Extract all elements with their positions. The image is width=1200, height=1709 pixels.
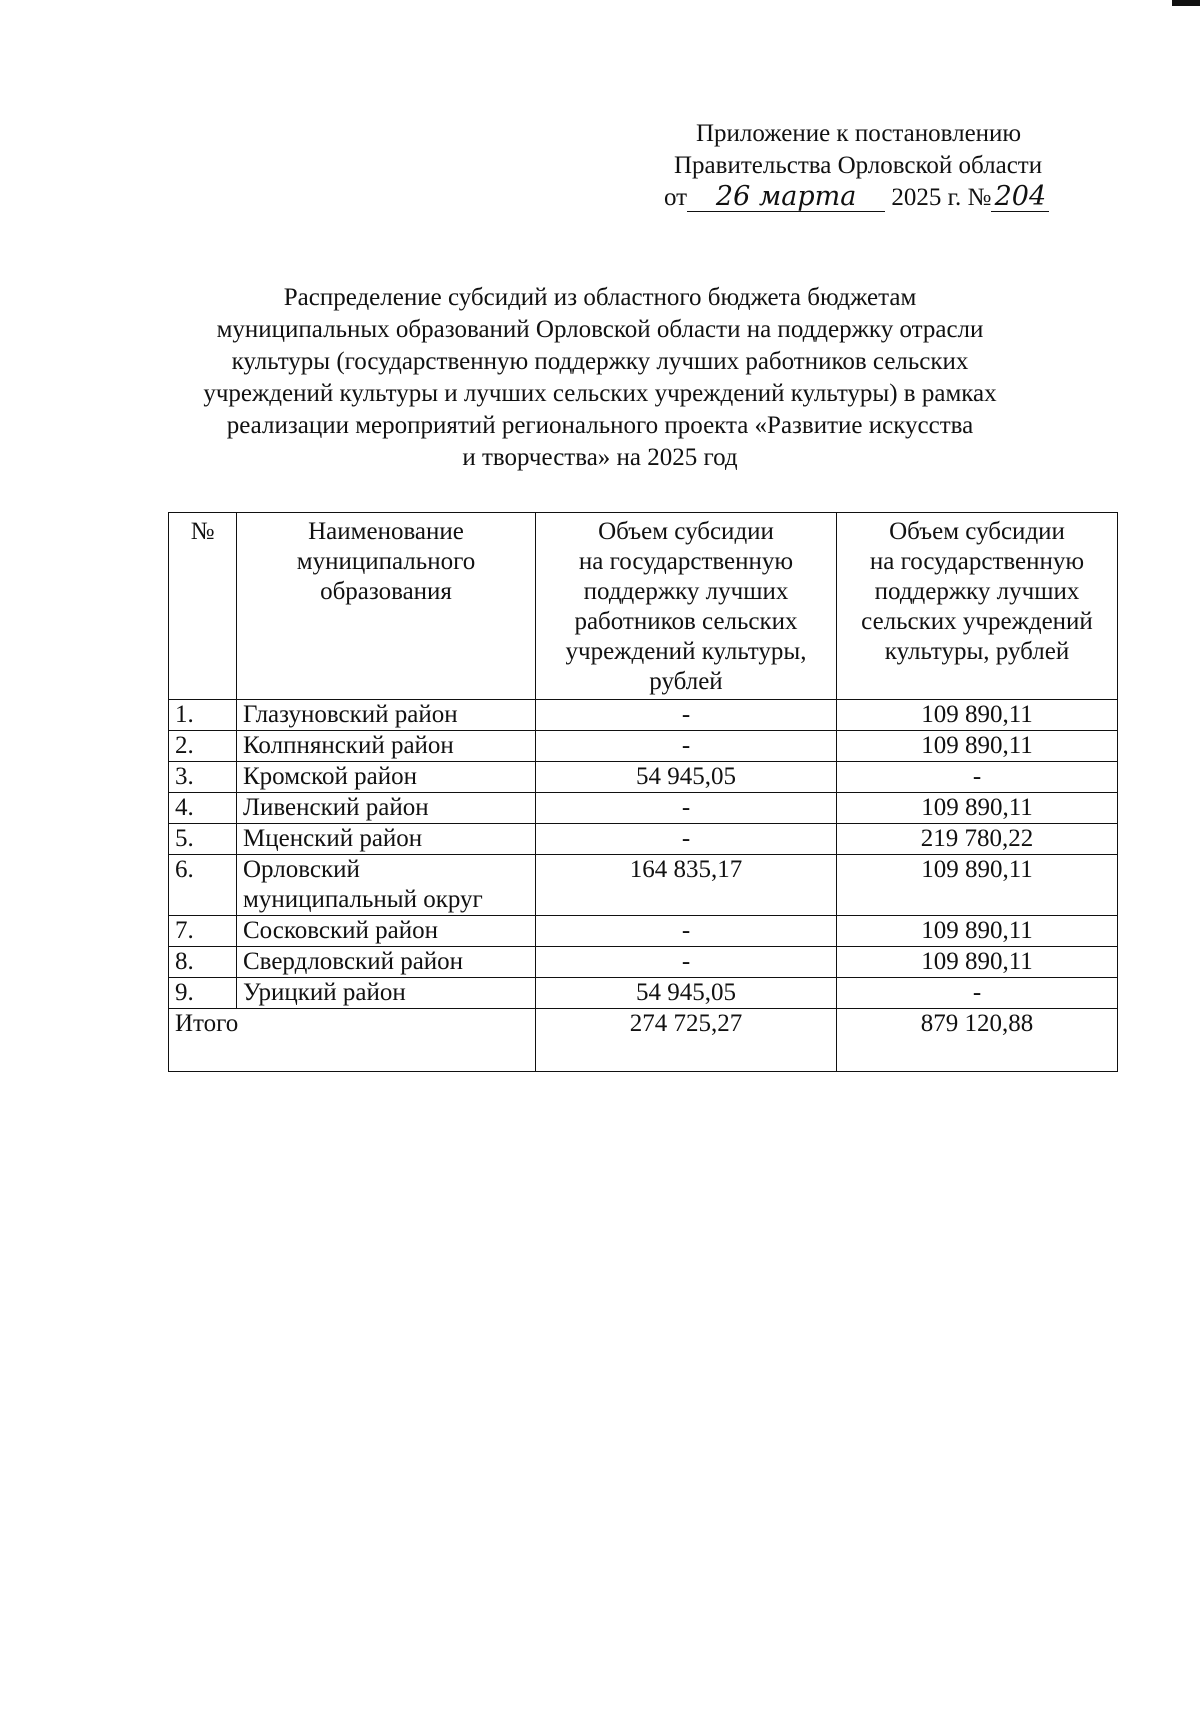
- total-workers-value: 274 725,27: [629, 1010, 743, 1037]
- total-label: Итого: [169, 1009, 536, 1072]
- row-workers: [536, 731, 837, 762]
- row-name: Урицкий район: [237, 978, 536, 1009]
- row-workers: [536, 947, 837, 978]
- approval-block: [640, 118, 1100, 214]
- title-line: культуры (государственную поддержку лучших работников сельских: [231, 348, 969, 375]
- row-num: 4.: [169, 793, 237, 824]
- row-num: 2.: [169, 731, 237, 762]
- approval-prefix: от: [664, 184, 688, 211]
- row-institutions: [837, 978, 1118, 1009]
- table-row: [169, 793, 1118, 824]
- table-total-row: [169, 1009, 1118, 1072]
- header-workers-line: на государственную: [578, 548, 794, 575]
- row-institutions-value: 109 890,11: [921, 917, 1033, 944]
- row-workers-value: -: [681, 794, 691, 821]
- row-institutions-value: 109 890,11: [921, 856, 1033, 883]
- header-institutions-line: культуры, рублей: [884, 638, 1070, 665]
- row-institutions: [837, 731, 1118, 762]
- row-institutions-value: 109 890,11: [921, 701, 1033, 728]
- row-workers: [536, 793, 837, 824]
- subsidy-table: [168, 512, 1118, 1072]
- header-institutions: [837, 513, 1118, 700]
- row-num: 1.: [169, 700, 237, 731]
- header-name-line: муниципального: [296, 548, 476, 575]
- header-num: №: [169, 513, 237, 700]
- row-institutions-value: -: [972, 979, 982, 1006]
- title-line: Распределение субсидий из областного бюджета бюджетам: [283, 284, 917, 311]
- table-row: [169, 731, 1118, 762]
- row-workers: [536, 978, 837, 1009]
- row-institutions: [837, 824, 1118, 855]
- row-institutions: [837, 855, 1118, 916]
- row-workers-value: -: [681, 917, 691, 944]
- table-row: [169, 916, 1118, 947]
- table-row: [169, 824, 1118, 855]
- header-name-line: Наименование: [308, 518, 464, 545]
- row-workers-value: -: [681, 825, 691, 852]
- table-header-row: [169, 513, 1118, 700]
- row-workers-value: 54 945,05: [636, 763, 736, 790]
- row-name: Мценский район: [237, 824, 536, 855]
- header-institutions-line: поддержку лучших: [874, 578, 1080, 605]
- row-num: 6.: [169, 855, 237, 916]
- row-workers-value: -: [681, 732, 691, 759]
- row-name: Кромской район: [237, 762, 536, 793]
- row-name: Глазуновский район: [237, 700, 536, 731]
- row-institutions: [837, 762, 1118, 793]
- title-line: реализации мероприятий регионального проекта «Развитие искусства: [226, 412, 974, 439]
- row-institutions-value: -: [972, 763, 982, 790]
- approval-date-line: [640, 182, 1100, 214]
- row-name: Ливенский район: [237, 793, 536, 824]
- row-workers: [536, 855, 837, 916]
- header-institutions-line: Объем субсидии: [889, 518, 1065, 545]
- handwritten-number: 204: [991, 183, 1049, 212]
- row-workers: [536, 700, 837, 731]
- table-row: [169, 762, 1118, 793]
- row-institutions: [837, 700, 1118, 731]
- row-workers: [536, 824, 837, 855]
- row-workers: [536, 916, 837, 947]
- header-institutions-line: на государственную: [869, 548, 1085, 575]
- row-workers-value: -: [681, 948, 691, 975]
- row-institutions-value: 109 890,11: [921, 794, 1033, 821]
- header-workers-line: поддержку лучших: [583, 578, 789, 605]
- row-num: 7.: [169, 916, 237, 947]
- approval-line-2: Правительства Орловской области: [674, 152, 1043, 179]
- row-institutions-value: 109 890,11: [921, 732, 1033, 759]
- approval-year: 2025 г. №: [891, 184, 992, 211]
- title-line: муниципальных образований Орловской области на поддержку отрасли: [216, 316, 984, 343]
- total-institutions: [837, 1009, 1118, 1072]
- row-name: Сосковский район: [237, 916, 536, 947]
- row-institutions: [837, 793, 1118, 824]
- table-row: [169, 978, 1118, 1009]
- row-workers-value: -: [681, 701, 691, 728]
- row-workers: [536, 762, 837, 793]
- title-line: и творчества» на 2025 год: [462, 444, 738, 471]
- title-line: учреждений культуры и лучших сельских учреждений культуры) в рамках: [203, 380, 997, 407]
- total-workers: [536, 1009, 837, 1072]
- row-institutions-value: 109 890,11: [921, 948, 1033, 975]
- row-institutions-value: 219 780,22: [920, 825, 1034, 852]
- row-num: 8.: [169, 947, 237, 978]
- row-num: 5.: [169, 824, 237, 855]
- header-name-line: образования: [320, 578, 452, 605]
- header-institutions-line: сельских учреждений: [861, 608, 1093, 635]
- scan-corner-mark: [1172, 0, 1200, 6]
- header-workers-line: учреждений культуры,: [565, 638, 807, 665]
- header-workers-line: Объем субсидии: [598, 518, 774, 545]
- header-name: [237, 513, 536, 700]
- row-workers-value: 164 835,17: [629, 856, 743, 883]
- row-num: 9.: [169, 978, 237, 1009]
- total-institutions-value: 879 120,88: [920, 1010, 1034, 1037]
- row-institutions: [837, 916, 1118, 947]
- header-workers: [536, 513, 837, 700]
- header-workers-line: рублей: [649, 668, 723, 695]
- header-workers-line: работников сельских: [574, 608, 798, 635]
- row-num: 3.: [169, 762, 237, 793]
- row-name: Колпнянский район: [237, 731, 536, 762]
- table-row: [169, 855, 1118, 916]
- table-row: [169, 947, 1118, 978]
- handwritten-date: 26 марта: [687, 183, 885, 212]
- row-workers-value: 54 945,05: [636, 979, 736, 1006]
- row-name: Свердловский район: [237, 947, 536, 978]
- table-row: [169, 700, 1118, 731]
- row-name: Орловский муниципальный округ: [237, 855, 536, 916]
- approval-line-1: Приложение к постановлению: [696, 120, 1022, 147]
- document-title: [150, 282, 1050, 474]
- row-institutions: [837, 947, 1118, 978]
